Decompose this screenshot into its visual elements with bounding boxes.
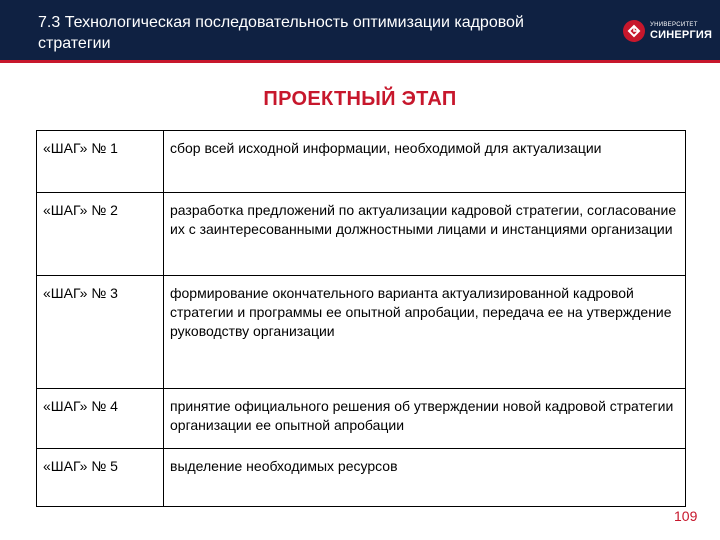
university-logo — [622, 16, 712, 46]
table-row — [37, 131, 686, 193]
section-heading: ПРОЕКТНЫЙ ЭТАП — [263, 88, 457, 110]
step-description: сбор всей исходной информации, необходимой для актуализации — [164, 131, 686, 193]
slide-title: 7.3 Технологическая последовательность оптимизации кадровой стратегии — [38, 14, 524, 52]
slide-header — [0, 0, 720, 60]
step-label: «ШАГ» № 1 — [37, 131, 164, 193]
page-number: 109 — [674, 508, 698, 524]
step-description: выделение необходимых ресурсов — [164, 449, 686, 507]
step-label: «ШАГ» № 5 — [37, 449, 164, 507]
logo-line-synergy: СИНЕРГИЯ — [650, 28, 713, 41]
step-description: разработка предложений по актуализации кадровой стратегии, согласование их с заинтересованными должностными лицами и инстанциями организации — [164, 193, 686, 276]
logo-text — [650, 22, 712, 41]
table-row — [37, 276, 686, 389]
table-row — [37, 193, 686, 276]
step-label: «ШАГ» № 2 — [37, 193, 164, 276]
logo-line-university: УНИВЕРСИТЕТ — [650, 21, 698, 28]
step-label: «ШАГ» № 3 — [37, 276, 164, 389]
synergy-logo-icon — [622, 19, 646, 43]
table-row — [37, 449, 686, 507]
steps-table — [36, 130, 686, 507]
table-row — [37, 389, 686, 449]
step-description: формирование окончательного варианта актуализированной кадровой стратегии и программы ее опытной апробации, передача ее на утверждение руководству организации — [164, 276, 686, 389]
step-label: «ШАГ» № 4 — [37, 389, 164, 449]
header-accent-line — [0, 60, 720, 63]
step-description: принятие официального решения об утверждении новой кадровой стратегии организации ее опытной апробации — [164, 389, 686, 449]
